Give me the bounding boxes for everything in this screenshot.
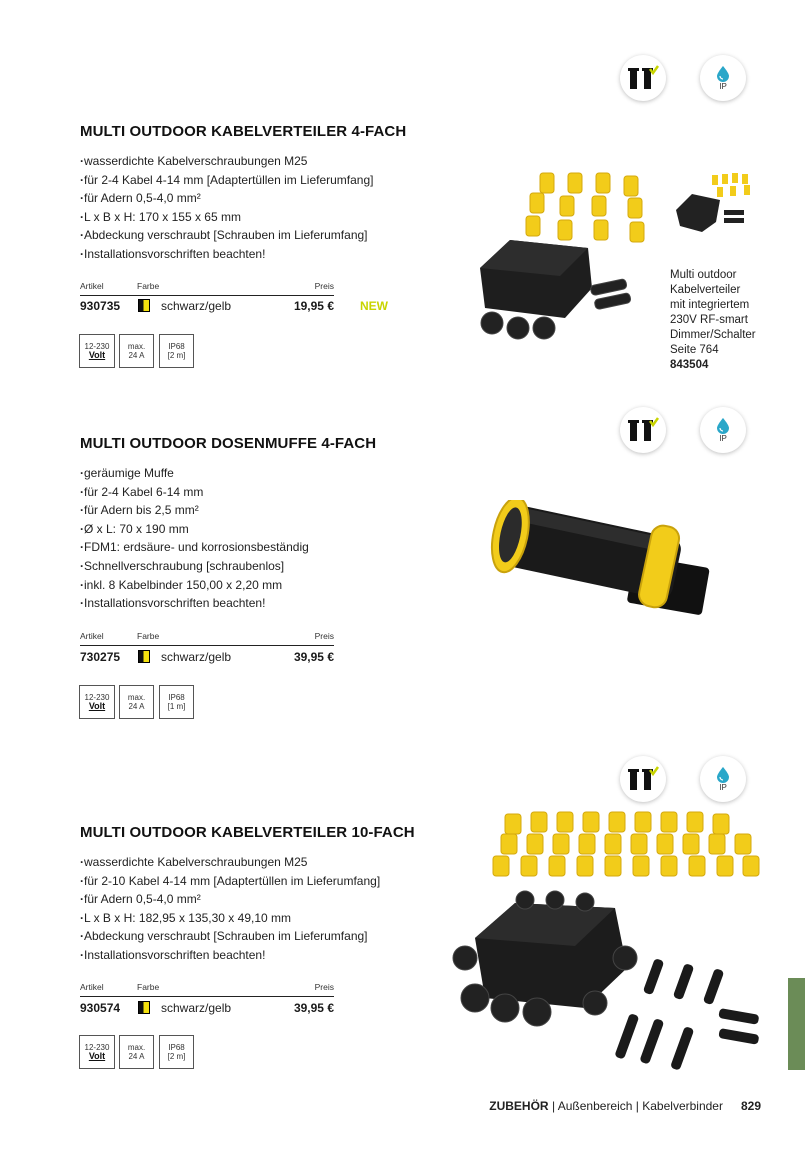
- connector-feature-icon: [620, 407, 666, 453]
- feature-item: · Installationsvorschriften beachten!: [80, 245, 373, 264]
- feature-item: · L x B x H: 170 x 155 x 65 mm: [80, 208, 373, 227]
- feature-item: · für Adern 0,5-4,0 mm²: [80, 189, 373, 208]
- color-swatch: [138, 299, 150, 312]
- volt-label: Volt: [88, 350, 106, 360]
- connector-feature-icon: [620, 756, 666, 802]
- ip-spec: [159, 1035, 194, 1069]
- feature-list: [80, 853, 380, 965]
- note-line: Dimmer/Schalter: [670, 329, 756, 341]
- header-preis: Preis: [314, 982, 334, 992]
- product-image-kabelverteiler-4fach: [470, 168, 660, 358]
- header-preis: Preis: [314, 631, 334, 641]
- cable-connector-icon: [626, 65, 660, 91]
- connector-feature-icon: [620, 55, 666, 101]
- feature-item: · Installationsvorschriften beachten!: [80, 594, 309, 613]
- volt-range: 12-230: [84, 693, 110, 702]
- color-name: schwarz/gelb: [161, 650, 232, 664]
- footer-separator: |: [632, 1099, 643, 1113]
- note-line: Seite 764: [670, 344, 719, 356]
- water-drop-icon: [716, 767, 730, 783]
- table-header: [80, 631, 334, 643]
- header-farbe: Farbe: [137, 631, 160, 641]
- current-spec: [119, 1035, 154, 1069]
- footer-subcategory: Außenbereich: [557, 1099, 633, 1113]
- max-value: 24 A: [128, 1052, 145, 1061]
- feature-item: · für 2-10 Kabel 4-14 mm [Adaptertüllen im Lieferumfang]: [80, 872, 380, 891]
- chapter-tab: [788, 978, 805, 1070]
- feature-item: · wasserdichte Kabelverschraubungen M25: [80, 152, 373, 171]
- note-line: mit integriertem: [670, 299, 750, 311]
- cable-connector-icon: [626, 766, 660, 792]
- water-drop-icon: [716, 418, 730, 434]
- note-line: Multi outdoor: [670, 269, 737, 281]
- max-value: 24 A: [128, 702, 145, 711]
- ip-rating-icon: [700, 55, 746, 101]
- feature-item: · Schnellverschraubung [schraubenlos]: [80, 557, 309, 576]
- page-footer: [489, 1099, 761, 1113]
- ip-spec-label: IP68: [168, 693, 185, 702]
- ip-spec: [159, 334, 194, 368]
- price: 39,95 €: [293, 650, 334, 664]
- article-number: 730275: [80, 650, 121, 664]
- product-title: MULTI OUTDOOR KABELVERTEILER 10-FACH: [80, 824, 415, 841]
- ip-spec: [159, 685, 194, 719]
- note-line: 230V RF-smart: [670, 314, 748, 326]
- feature-item: · wasserdichte Kabelverschraubungen M25: [80, 853, 380, 872]
- header-artikel: Artikel: [80, 631, 104, 641]
- max-label: max.: [127, 342, 146, 351]
- volt-label: Volt: [88, 701, 106, 711]
- max-label: max.: [127, 1043, 146, 1052]
- feature-item: · Ø x L: 70 x 190 mm: [80, 520, 309, 539]
- feature-item: · FDM1: erdsäure- und korrosionsbeständig: [80, 538, 309, 557]
- product-title: MULTI OUTDOOR KABELVERTEILER 4-FACH: [80, 123, 407, 140]
- ip-rating-icon: [700, 756, 746, 802]
- header-artikel: Artikel: [80, 281, 104, 291]
- ip-spec-value: [2 m]: [167, 351, 186, 360]
- color-name: schwarz/gelb: [161, 1001, 232, 1015]
- volt-label: Volt: [88, 1051, 106, 1061]
- table-rule: [80, 996, 334, 997]
- product-image-dosenmuffe: [485, 500, 715, 620]
- feature-item: · geräumige Muffe: [80, 464, 309, 483]
- water-drop-icon: [716, 66, 730, 82]
- voltage-spec: [79, 334, 115, 368]
- feature-item: · für 2-4 Kabel 6-14 mm: [80, 483, 309, 502]
- volt-range: 12-230: [84, 1043, 110, 1052]
- price: 39,95 €: [293, 1001, 334, 1015]
- ip-spec-value: [2 m]: [167, 1052, 186, 1061]
- header-artikel: Artikel: [80, 982, 104, 992]
- color-name: schwarz/gelb: [161, 299, 232, 313]
- table-header: [80, 982, 334, 994]
- footer-category: ZUBEHÖR: [489, 1099, 549, 1113]
- ip-label: IP: [719, 782, 727, 792]
- feature-list: [80, 152, 373, 264]
- footer-separator: |: [548, 1099, 558, 1113]
- note-article-number: 843504: [670, 359, 709, 371]
- product-title: MULTI OUTDOOR DOSENMUFFE 4-FACH: [80, 435, 377, 452]
- volt-range: 12-230: [84, 342, 110, 351]
- new-badge: NEW: [360, 299, 388, 313]
- ip-spec-label: IP68: [168, 1043, 185, 1052]
- current-spec: [119, 685, 154, 719]
- max-value: 24 A: [128, 351, 145, 360]
- max-label: max.: [127, 693, 146, 702]
- feature-item: · Abdeckung verschraubt [Schrauben im Lieferumfang]: [80, 927, 380, 946]
- related-product-note: [670, 268, 756, 373]
- feature-list: [80, 464, 309, 613]
- voltage-spec: [79, 685, 115, 719]
- cable-connector-icon: [626, 417, 660, 443]
- feature-item: · Installationsvorschriften beachten!: [80, 946, 380, 965]
- table-row: [80, 299, 410, 317]
- ip-label: IP: [719, 81, 727, 91]
- table-rule: [80, 645, 334, 646]
- color-swatch: [138, 1001, 150, 1014]
- ip-spec-value: [1 m]: [167, 702, 186, 711]
- table-row: [80, 1001, 410, 1019]
- table-rule: [80, 295, 334, 296]
- table-row: [80, 650, 410, 668]
- voltage-spec: [79, 1035, 115, 1069]
- current-spec: [119, 334, 154, 368]
- color-swatch: [138, 650, 150, 663]
- header-preis: Preis: [314, 281, 334, 291]
- product-image-inset: [672, 170, 762, 240]
- note-line: Kabelverteiler: [670, 284, 741, 296]
- article-number: 930735: [80, 299, 121, 313]
- footer-subcategory: Kabelverbinder: [642, 1099, 723, 1113]
- feature-item: · für Adern 0,5-4,0 mm²: [80, 890, 380, 909]
- feature-item: · L x B x H: 182,95 x 135,30 x 49,10 mm: [80, 909, 380, 928]
- price: 19,95 €: [293, 299, 334, 313]
- feature-item: · für 2-4 Kabel 4-14 mm [Adaptertüllen im Lieferumfang]: [80, 171, 373, 190]
- ip-spec-label: IP68: [168, 342, 185, 351]
- product-image-kabelverteiler-10fach: [445, 808, 765, 1078]
- ip-rating-icon: [700, 407, 746, 453]
- page-number: 829: [740, 1099, 761, 1113]
- feature-item: · Abdeckung verschraubt [Schrauben im Lieferumfang]: [80, 226, 373, 245]
- header-farbe: Farbe: [137, 281, 160, 291]
- feature-item: · für Adern bis 2,5 mm²: [80, 501, 309, 520]
- header-farbe: Farbe: [137, 982, 160, 992]
- ip-label: IP: [719, 433, 727, 443]
- feature-item: · inkl. 8 Kabelbinder 150,00 x 2,20 mm: [80, 576, 309, 595]
- article-number: 930574: [80, 1001, 121, 1015]
- table-header: [80, 281, 334, 293]
